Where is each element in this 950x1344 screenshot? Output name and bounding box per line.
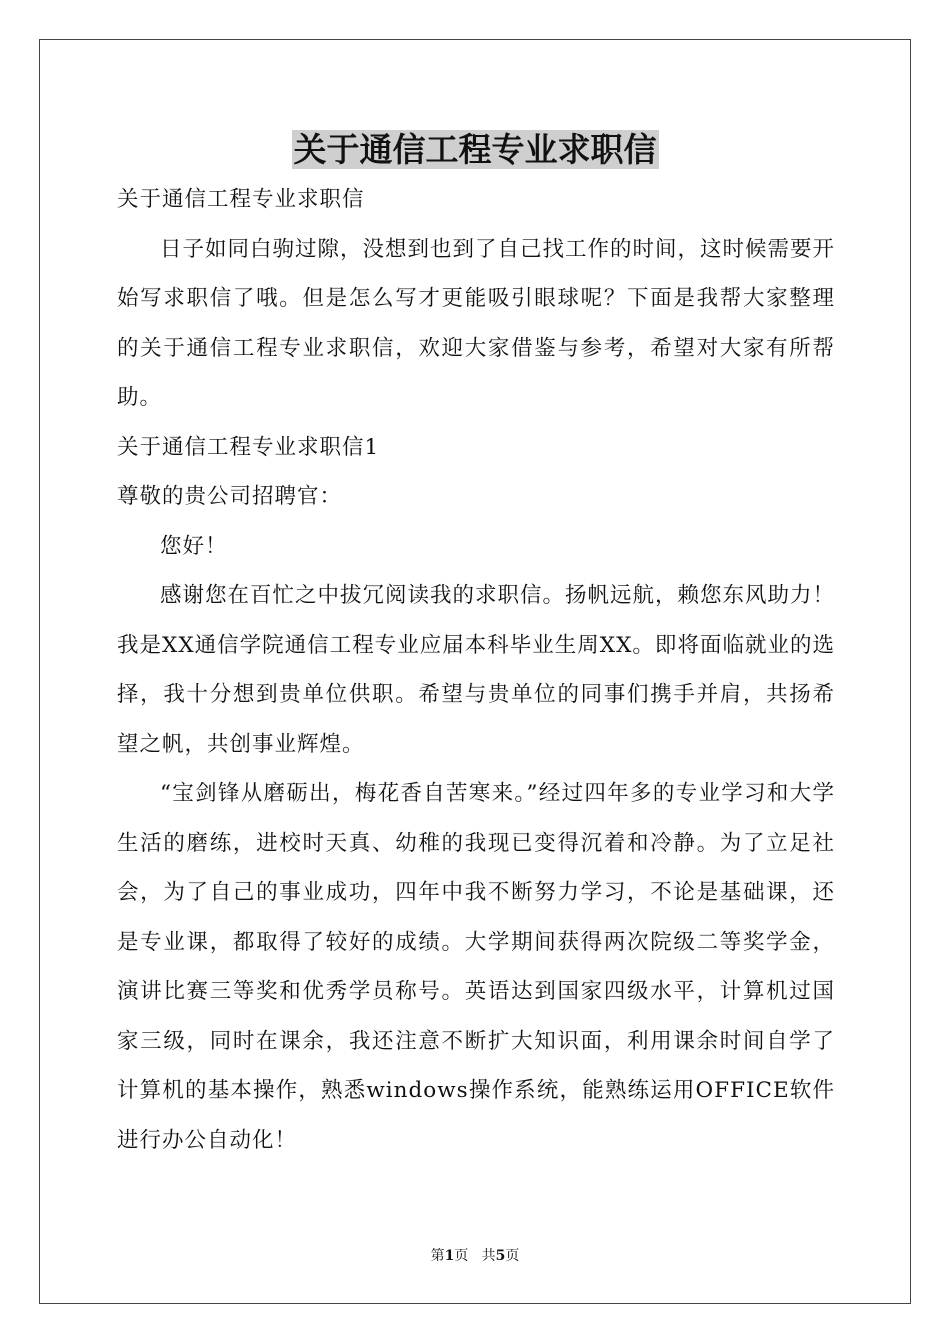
paragraph: 尊敬的贵公司招聘官： — [117, 484, 343, 509]
page-suffix: 页 — [454, 1248, 469, 1264]
paragraph: 日子如同白驹过隙，没想到也到了自己找工作的时间，这时候需要开始写求职信了哦。但是怎么写才更能吸引眼球呢？下面是我帮大家整理的关于通信工程专业求职信，欢迎大家借鉴与参考，希望对大家有所帮助。 — [117, 236, 836, 410]
paragraph: 感谢您在百忙之中拔冗阅读我的求职信。扬帆远航，赖您东风助力！我是XX通信学院通信工程专业应届本科毕业生周XX。即将面临就业的选择，我十分想到贵单位供职。希望与贵单位的同事们携手并肩，共扬希望之帆，共创事业辉煌。 — [117, 583, 836, 757]
total-suffix: 页 — [505, 1248, 520, 1264]
paragraph: 关于通信工程专业求职信 — [117, 187, 365, 212]
document-body — [117, 175, 835, 1165]
document-title-text: 关于通信工程专业求职信 — [293, 130, 657, 169]
paragraph: “宝剑锋从磨砺出，梅花香自苦寒来。”经过四年多的专业学习和大学生活的磨练，进校时天真、幼稚的我现已变得沉着和冷静。为了立足社会，为了自己的事业成功，四年中我不断努力学习，不论是基础课，还是专业课，都取得了较好的成绩。大学期间获得两次院级二等奖学金，演讲比赛三等奖和优秀学员称号。英语达到国家四级水平，计算机过国家三级，同时在课余，我还注意不断扩大知识面，利用课余时间自学了计算机的基本操作，熟悉windows操作系统，能熟练运用OFFICE软件进行办公自动化！ — [117, 781, 835, 1153]
document-title — [0, 128, 950, 172]
paragraph: 您好！ — [160, 533, 228, 559]
total-pages: 5 — [495, 1248, 506, 1264]
total-prefix: 共 — [481, 1248, 496, 1264]
page-prefix: 第 — [430, 1248, 445, 1264]
paragraph: 关于通信工程专业求职信1 — [117, 434, 380, 460]
page-footer — [0, 1246, 950, 1266]
page-number: 1 — [444, 1248, 455, 1264]
